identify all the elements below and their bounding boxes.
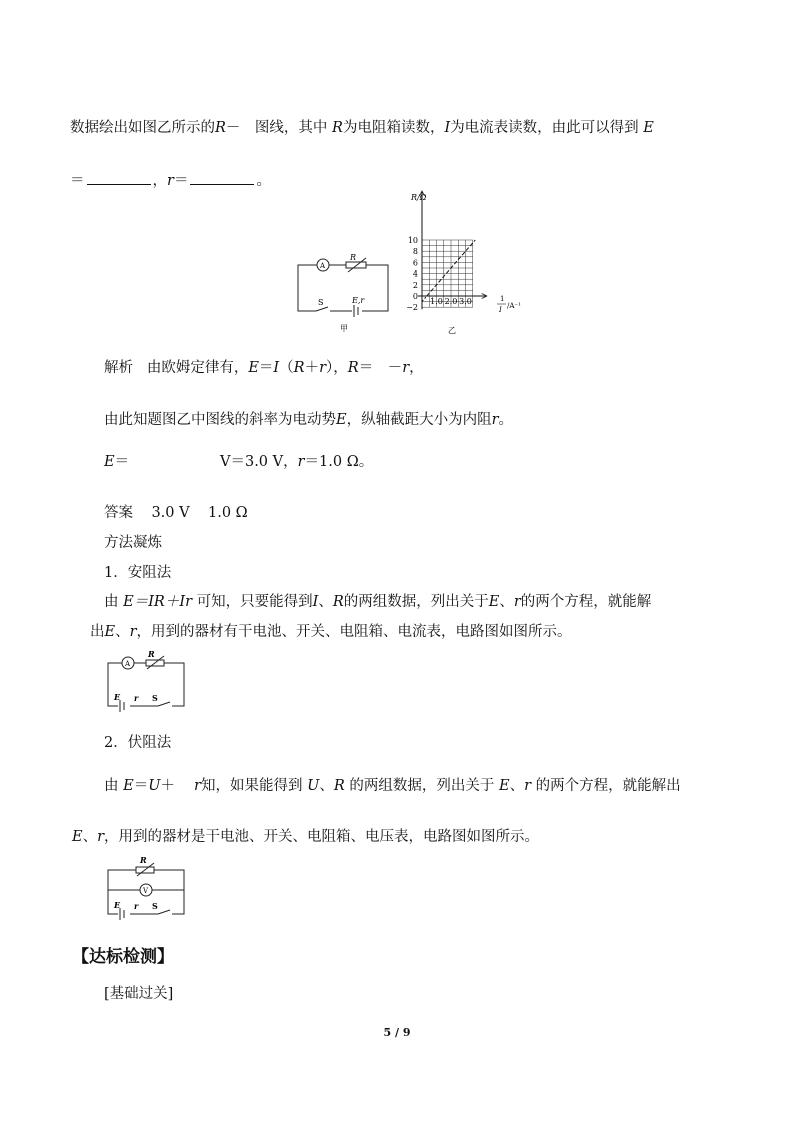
text: 可知，只要能得到 xyxy=(196,594,313,610)
x-axis-label-numerator: 1 xyxy=(500,295,505,303)
text: ，用到的器材是干电池、开关、电阻箱、电压表，电路图如图所示。 xyxy=(104,829,540,845)
x-axis-label-denominator: I xyxy=(499,306,502,314)
x-tick-label: 3.0 xyxy=(459,297,472,306)
var-R: R xyxy=(333,778,345,794)
var-r: r xyxy=(524,778,531,794)
text: 由 xyxy=(104,594,119,610)
answer-label: 答案 xyxy=(104,505,133,521)
switch-label: S xyxy=(152,901,158,911)
var-E: E xyxy=(104,624,116,640)
var-r: r xyxy=(167,173,174,189)
text: ＝ xyxy=(258,360,274,376)
text: ，用到的器材有干电池、开关、电阻箱、电流表，电路图如图所示。 xyxy=(136,624,572,640)
var-r: r xyxy=(297,454,305,470)
circuit-voltmeter-method xyxy=(100,852,200,920)
method-title: 方法凝炼 xyxy=(104,535,162,551)
formula: E＝IR＋Ir xyxy=(123,594,192,610)
var-R: R xyxy=(347,360,359,376)
var-E: E xyxy=(336,412,347,428)
rheostat-label: R xyxy=(350,253,357,262)
text: 。 xyxy=(256,173,271,189)
var-R: R xyxy=(332,594,344,610)
text: ＝ xyxy=(114,454,130,470)
var-R: R xyxy=(332,120,343,136)
var-r: r xyxy=(319,360,327,376)
internal-r-label: r xyxy=(134,901,139,911)
figure-label-yi: 乙 xyxy=(448,326,456,335)
y-tick-label: 2 xyxy=(412,280,418,290)
method-item2-line1 xyxy=(104,776,681,796)
var-r: r xyxy=(491,412,499,428)
var-I: I xyxy=(273,360,280,376)
x-axis-unit: /A⁻¹ xyxy=(507,302,521,310)
answer-blank-r[interactable] xyxy=(190,170,254,185)
y-tick-label: 0 xyxy=(412,292,418,301)
text: ， xyxy=(152,173,167,189)
figure-label-jia: 甲 xyxy=(340,324,348,333)
text: ， xyxy=(409,360,424,376)
figure-circuit-and-graph xyxy=(290,188,540,338)
section-subheading: [基础过关] xyxy=(104,986,174,1002)
answer-value-E: 3.0 V xyxy=(151,505,190,521)
text: 、 xyxy=(82,829,98,845)
text: ＝ xyxy=(133,778,149,794)
text: V＝3.0 V， xyxy=(220,454,298,470)
var-r: r xyxy=(194,778,201,794)
paragraph-line-2 xyxy=(70,170,271,191)
text: ＝ xyxy=(173,173,189,189)
answer-value-r: 1.0 Ω xyxy=(208,505,248,521)
method-item1-line2 xyxy=(90,622,572,642)
text: 。 xyxy=(498,412,514,428)
text: ，纵轴截距大小为内阻 xyxy=(346,412,492,428)
paragraph-line-1 xyxy=(70,118,654,138)
analysis-line-2 xyxy=(104,410,513,430)
method-item2-line2 xyxy=(72,827,539,847)
battery-label: E,r xyxy=(352,296,365,305)
method-item1-line1 xyxy=(104,592,651,612)
text: ＝1.0 Ω。 xyxy=(304,454,374,470)
var-U: U xyxy=(148,778,161,794)
circuit-jia xyxy=(298,258,388,317)
var-R: R xyxy=(293,360,305,376)
var-R: R xyxy=(215,120,226,136)
emf-label: E xyxy=(114,900,121,910)
y-tick-label: 6 xyxy=(412,258,418,268)
text: 出 xyxy=(90,624,105,640)
var-E: E xyxy=(498,778,510,794)
var-E: E xyxy=(248,360,259,376)
var-E: E xyxy=(488,594,500,610)
circuit-ammeter-method xyxy=(100,648,200,712)
answer-line xyxy=(104,503,248,523)
text: 、 xyxy=(319,778,334,794)
text: ＝ xyxy=(70,173,85,189)
var-r: r xyxy=(97,829,105,845)
text: 、 xyxy=(115,624,130,640)
text: 为电流表读数，由此可以得到 xyxy=(450,120,639,136)
y-tick-label: 10 xyxy=(407,236,418,245)
method-item1-title: 1．安阻法 xyxy=(104,565,172,581)
internal-r-label: r xyxy=(134,693,139,703)
text: 、 xyxy=(318,594,333,610)
emf-label: E xyxy=(114,692,121,702)
var-E: E xyxy=(643,120,654,136)
text: 知，如果能得到 xyxy=(200,778,303,794)
text: 为电阻箱读数， xyxy=(342,120,445,136)
var-E: E xyxy=(72,829,83,845)
method-item2-title: 2．伏阻法 xyxy=(104,735,172,751)
text: 数据绘出如图乙所示的 xyxy=(70,120,215,136)
text: 、 xyxy=(509,778,525,794)
analysis-label: 解析 xyxy=(104,360,133,376)
x-tick-label: 2.0 xyxy=(444,297,458,306)
voltmeter-label: V xyxy=(143,887,149,895)
text: 由 xyxy=(104,778,119,794)
text: 的两个方程，就能解出 xyxy=(535,778,681,794)
var-I: I xyxy=(312,594,319,610)
y-tick-label: 8 xyxy=(412,247,418,257)
analysis-line-1 xyxy=(104,358,424,378)
ammeter-label: A xyxy=(320,262,326,270)
text: ＝ － xyxy=(358,360,403,376)
switch-label: S xyxy=(152,693,158,703)
text: ＋ xyxy=(304,360,320,376)
text: 由此知题图乙中图线的斜率为电动势 xyxy=(104,412,336,428)
answer-blank-E[interactable] xyxy=(87,170,151,185)
var-E: E xyxy=(104,454,115,470)
var-r: r xyxy=(129,624,137,640)
switch-label: S xyxy=(318,298,324,307)
text: ＋ xyxy=(160,778,190,794)
x-tick-label: 1.0 xyxy=(430,297,443,306)
text: 的两个方程，就能解 xyxy=(520,594,652,610)
ammeter-label: A xyxy=(125,660,131,668)
var-I: I xyxy=(444,120,451,136)
y-tick-label: −2 xyxy=(406,303,418,313)
rheostat-label: R xyxy=(140,855,147,865)
page-number: 5 / 9 xyxy=(383,1026,411,1039)
text: 的两组数据，列出关于 xyxy=(343,594,489,610)
analysis-line-3 xyxy=(104,452,129,472)
y-axis-label: R/Ω xyxy=(411,193,427,202)
rheostat-label: R xyxy=(148,649,155,659)
section-heading: 【达标检测】 xyxy=(72,947,174,967)
text: 、 xyxy=(499,594,514,610)
var-r: r xyxy=(402,360,410,376)
text: － 图线，其中 xyxy=(225,120,328,136)
analysis-line-3-tail xyxy=(220,452,373,472)
chart-graph-yi xyxy=(406,191,487,312)
text: 由欧姆定律有， xyxy=(146,360,249,376)
var-E: E xyxy=(123,778,134,794)
var-r: r xyxy=(513,594,521,610)
var-U: U xyxy=(307,778,320,794)
text: （ xyxy=(279,360,294,376)
text: ）， xyxy=(326,360,348,376)
data-line-extrapolated xyxy=(422,296,427,302)
y-tick-label: 4 xyxy=(412,269,418,279)
text: 的两组数据，列出关于 xyxy=(349,778,495,794)
